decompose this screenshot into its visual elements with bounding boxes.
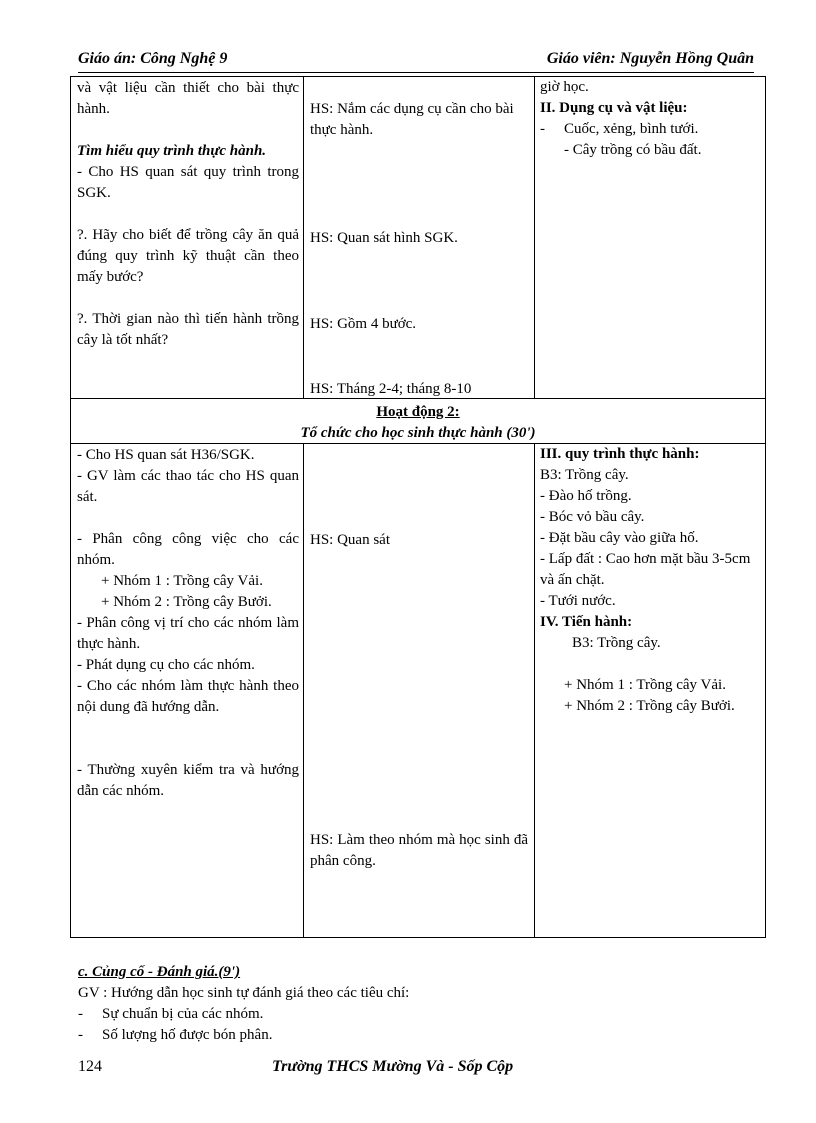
text-block: và vật liệu cần thiết cho bài thực hành.: [77, 80, 299, 117]
student-response: HS: Nắm các dụng cụ cần cho bài thực hành.: [310, 101, 514, 138]
text-line: - Cây trồng có bầu đất.: [564, 142, 702, 158]
bullet-item: - Cuốc, xẻng, bình tưới.: [540, 121, 699, 137]
student-response: HS: Quan sát hình SGK.: [310, 230, 458, 246]
lesson-table-part1: [70, 76, 766, 399]
student-activity-column: [304, 444, 535, 937]
text-line: B3: Trồng cây.: [572, 635, 661, 651]
group-item: + Nhóm 1 : Trồng cây Vải.: [101, 573, 263, 589]
group-item: + Nhóm 2 : Trồng cây Bưởi.: [564, 698, 735, 714]
text-line: - Tưới nước.: [540, 593, 616, 609]
text-block: - Thường xuyên kiểm tra và hướng dẫn các nhóm.: [77, 762, 299, 799]
teacher-activity-column: [71, 77, 304, 398]
text-line: giờ học.: [540, 79, 589, 95]
text-line: - Đặt bầu cây vào giữa hố.: [540, 530, 699, 546]
section-heading: Tìm hiểu quy trình thực hành.: [77, 143, 267, 159]
text-block: - Phân công công việc cho các nhóm.: [77, 531, 299, 568]
group-item: + Nhóm 1 : Trồng cây Vải.: [564, 677, 726, 693]
text-block: - Cho các nhóm làm thực hành theo nội dung đã hướng dẫn.: [77, 678, 299, 715]
activity-title: Hoạt động 2:: [376, 404, 460, 420]
page-header: [78, 46, 754, 73]
text-block: - Cho HS quan sát H36/SGK.: [77, 447, 255, 463]
criteria-item: - Số lượng hố được bón phân.: [78, 1027, 273, 1043]
text-line: - Đào hố trồng.: [540, 488, 632, 504]
question-text: ?. Thời gian nào thì tiến hành trồng cây là tốt nhất?: [77, 311, 299, 348]
criteria-item: - Sự chuẩn bị của các nhóm.: [78, 1006, 264, 1022]
section-heading: III. quy trình thực hành:: [540, 446, 700, 462]
text-block: - Cho HS quan sát quy trình trong SGK.: [77, 164, 299, 201]
text-block: - GV làm các thao tác cho HS quan sát.: [77, 468, 299, 505]
question-text: ?. Hãy cho biết để trồng cây ăn quả đúng quy trình kỹ thuật cần theo mấy bước?: [77, 227, 299, 285]
page-number: 124: [78, 1058, 102, 1075]
student-response: HS: Quan sát: [310, 532, 390, 548]
subject-title: Giáo án: Công Nghệ 9: [78, 50, 228, 67]
section-heading: IV. Tiến hành:: [540, 614, 633, 630]
text-line: B3: Trồng cây.: [540, 467, 629, 483]
student-response: HS: Tháng 2-4; tháng 8-10: [310, 381, 472, 397]
section-c: [78, 962, 758, 1046]
teacher-name: Giáo viên: Nguyễn Hồng Quân: [546, 50, 754, 67]
teacher-activity-column: [71, 444, 304, 937]
student-response: HS: Làm theo nhóm mà học sinh đã phân công.: [310, 832, 528, 869]
content-column: [535, 77, 765, 398]
text-line: - Lấp đất : Cao hơn mặt bầu 3-5cm và ấn chặt.: [540, 551, 751, 588]
student-activity-column: [304, 77, 535, 398]
text-block: - Phát dụng cụ cho các nhóm.: [77, 657, 255, 673]
section-heading: II. Dụng cụ và vật liệu:: [540, 100, 688, 116]
student-response: HS: Gồm 4 bước.: [310, 316, 417, 332]
content-column: [535, 444, 765, 937]
group-item: + Nhóm 2 : Trồng cây Bưởi.: [101, 594, 272, 610]
activity-2-heading: [70, 398, 766, 444]
lesson-table-part2: [70, 443, 766, 938]
text-line: - Bóc vỏ bầu cây.: [540, 509, 645, 525]
text-block: - Phân công vị trí cho các nhóm làm thực hành.: [77, 615, 299, 652]
school-name: Trường THCS Mường Và - Sốp Cộp: [272, 1058, 514, 1075]
section-c-title: c. Củng cố - Đánh giá.(9'): [78, 964, 241, 980]
section-c-intro: GV : Hướng dẫn học sinh tự đánh giá theo các tiêu chí:: [78, 985, 410, 1001]
activity-subtitle: Tổ chức cho học sinh thực hành (30'): [300, 425, 536, 441]
